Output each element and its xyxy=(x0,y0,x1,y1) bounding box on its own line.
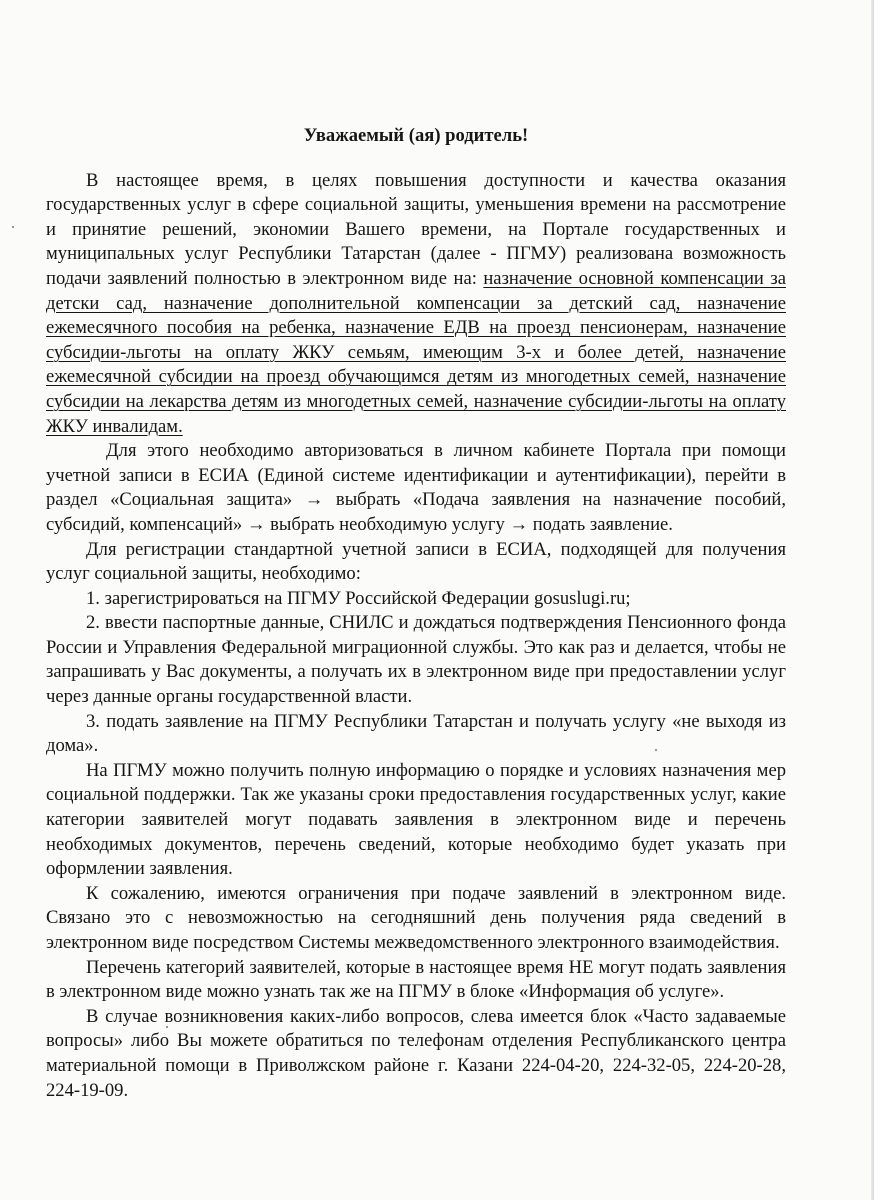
paragraph-registration: Для регистрации стандартной учетной записи в ЕСИА, подходящей для получения услуг социальной защиты, необходимо: xyxy=(46,538,786,585)
paragraph-authorization: Для этого необходимо авторизоваться в личном кабинете Портала при помощи учетной записи в ЕСИА (Единой системе идентификации и аутентификации), перейти в раздел «Социальная защита» → выбрать «Подача заявления на назначение пособий, субсидий, компенсаций» → выбрать необходимую услугу → подать заявление. xyxy=(46,440,786,535)
paragraph-contacts: В случае возникновения каких-либо вопросов, слева имеется блок «Часто задаваемые вопросы» либо Вы можете обратиться по телефонам отделения Республиканского центра материальной помощи в Приволжском районе г. Казани 224-04-20, 224-32-05, 224-20-28, 224-19-09. xyxy=(46,1005,786,1101)
registration-step-2: 2. ввести паспортные данные, СНИЛС и дождаться подтверждения Пенсионного фонда России и Управления Федеральной миграционной службы. Это как раз и делается, чтобы не запрашивать у Вас документы, а получать их в электронном виде при предоставлении услуг через данные органы государственной власти. xyxy=(46,612,786,708)
letter-title: Уважаемый (ая) родитель! xyxy=(303,125,529,146)
scan-speck xyxy=(12,226,14,228)
paragraph-limitations: К сожалению, имеются ограничения при подаче заявлений в электронном виде. Связано это с невозможностью на сегодняшний день получения ряда сведений в электронном виде посредством Системы межведомственного электронного взаимодействия. xyxy=(46,882,786,953)
registration-step-1: 1. зарегистрироваться на ПГМУ Российской Федерации gosuslugi.ru; xyxy=(86,587,631,609)
paragraph-intro xyxy=(46,169,786,440)
registration-step-3: 3. подать заявление на ПГМУ Республики Татарстан и получать услугу «не выходя из дома». xyxy=(46,710,786,757)
paragraph-info: На ПГМУ можно получить полную информацию о порядке и условиях назначения мер социальной поддержки. Так же указаны сроки предоставления государственных услуг, какие категории заявителей могут подавать заявления в электронном виде и перечень необходимых документов, перечень сведений, которые необходимо будет указать при оформлении заявления. xyxy=(46,759,786,880)
services-list-text: назначение основной компенсации за детски сад, назначение дополнительной компенсации за детский сад, назначение ежемесячного пособия на ребенка, назначение ЕДВ на проезд пенсионерам, назначение субсидии-льготы на оплату ЖКУ семьям, имеющим 3-х и более детей, назначение ежемесячной субсидии на проезд обучающимся детям из многодетных семей, назначение субсидии на лекарства детям из многодетных семей, назначение субсидии-льготы на оплату ЖКУ инвалидам. xyxy=(46,267,786,437)
intro-text: В настоящее время, в целях повышения доступности и качества оказания государственных услуг в сфере социальной защиты, уменьшения времени на рассмотрение и принятие решений, экономии Вашего времени, на Портале государственных и муниципальных услуг Республики Татарстан (далее - ПГМУ) реализована возможность подачи заявлений полностью в электронном виде на: xyxy=(46,169,786,289)
letter-body xyxy=(46,124,786,1103)
paragraph-categories: Перечень категорий заявителей, которые в настоящее время НЕ могут подать заявления в электронном виде можно узнать так же на ПГМУ в блоке «Информация об услуге». xyxy=(46,956,786,1003)
